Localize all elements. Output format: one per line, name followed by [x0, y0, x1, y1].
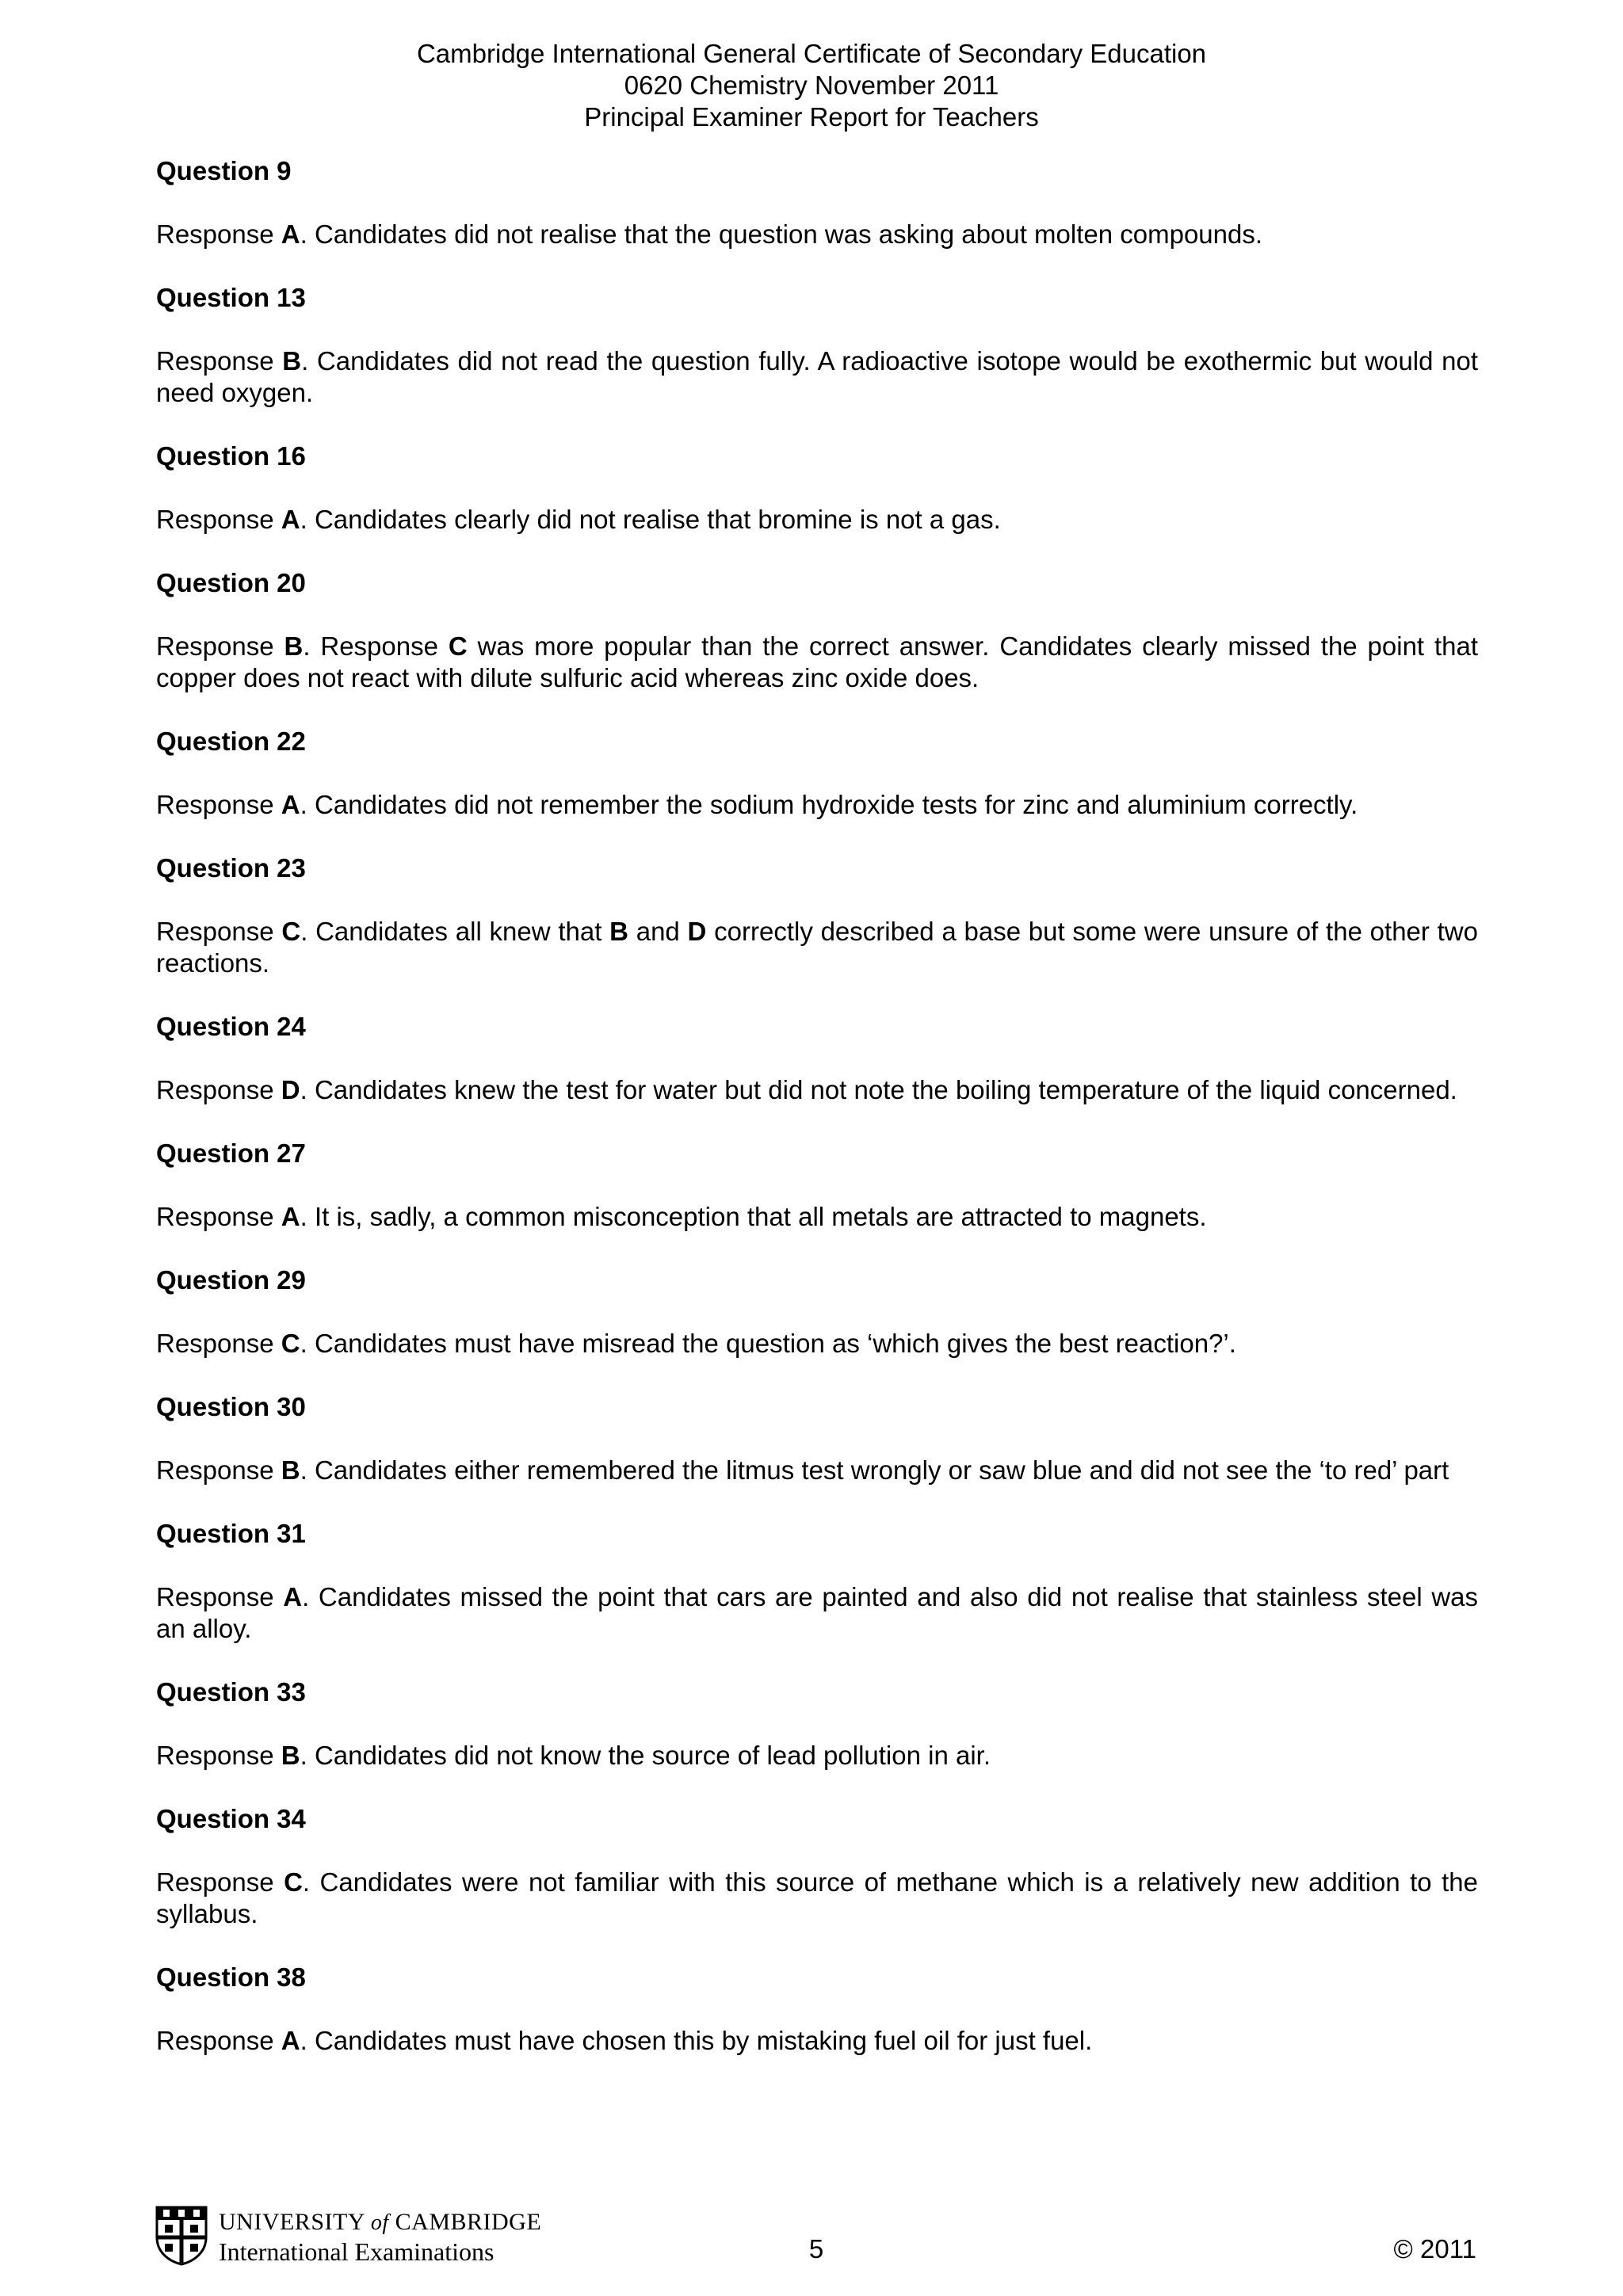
question-29-title: Question 29 [156, 1265, 306, 1295]
question-9-title: Question 9 [156, 156, 292, 185]
question-16-title: Question 16 [156, 441, 306, 471]
question-16-response: Response A. Candidates clearly did not realise that bromine is not a gas. [156, 505, 1001, 534]
question-9-response: Response A. Candidates did not realise that the question was asking about molten compounds. [156, 219, 1263, 249]
header-line-3: Principal Examiner Report for Teachers [584, 102, 1039, 132]
question-20-response: Response B. Response C was more popular than the correct answer. Candidates clearly missed the point that copper does not react with dilute sulfuric acid whereas zinc oxide does. [156, 631, 1479, 692]
cambridge-crest-icon [155, 2206, 208, 2266]
question-38-response: Response A. Candidates must have chosen this by mistaking fuel oil for just fuel. [156, 2026, 1093, 2055]
question-30-response: Response B. Candidates either remembered the litmus test wrongly or saw blue and did not see the ‘to red’ part [156, 1455, 1449, 1485]
question-29-response: Response C. Candidates must have misread the question as ‘which gives the best reaction?’. [156, 1329, 1236, 1358]
copyright: © 2011 [1393, 2234, 1476, 2264]
university-logo [155, 2204, 599, 2267]
question-22-title: Question 22 [156, 727, 306, 756]
question-13-title: Question 13 [156, 283, 306, 312]
question-34-title: Question 34 [156, 1804, 306, 1833]
question-33-response: Response B. Candidates did not know the source of lead pollution in air. [156, 1741, 991, 1770]
question-27-response: Response A. It is, sadly, a common misconception that all metals are attracted to magnets. [156, 1202, 1207, 1231]
logo-examinations-text: International Examinations [219, 2237, 495, 2266]
question-31-response: Response A. Candidates missed the point that cars are painted and also did not realise that stainless steel was an alloy. [156, 1582, 1478, 1643]
report-body [156, 155, 1478, 2088]
question-27-title: Question 27 [156, 1138, 306, 1168]
page-header [0, 38, 1623, 133]
question-20-title: Question 20 [156, 568, 306, 597]
header-line-2: 0620 Chemistry November 2011 [624, 71, 999, 100]
question-33-title: Question 33 [156, 1677, 306, 1707]
question-30-title: Question 30 [156, 1392, 306, 1421]
question-38-title: Question 38 [156, 1962, 306, 1992]
question-22-response: Response A. Candidates did not remember the sodium hydroxide tests for zinc and aluminium correctly. [156, 790, 1358, 819]
question-23-title: Question 23 [156, 853, 306, 883]
page-number: 5 [808, 2234, 824, 2264]
question-24-response: Response D. Candidates knew the test for water but did not note the boiling temperature of the liquid concerned. [156, 1075, 1457, 1104]
question-13-response: Response B. Candidates did not read the question fully. A radioactive isotope would be exothermic but would not need oxygen. [156, 346, 1478, 407]
question-31-title: Question 31 [156, 1519, 306, 1548]
header-line-1: Cambridge International General Certificate of Secondary Education [416, 39, 1207, 68]
question-24-title: Question 24 [156, 1012, 306, 1041]
question-23-response: Response C. Candidates all knew that B and D correctly described a base but some were unsure of the other two reactions. [156, 917, 1478, 978]
question-34-response: Response C. Candidates were not familiar with this source of methane which is a relatively new addition to the syllabus. [156, 1867, 1478, 1928]
logo-university-text: UNIVERSITY of CAMBRIDGE [219, 2209, 542, 2235]
